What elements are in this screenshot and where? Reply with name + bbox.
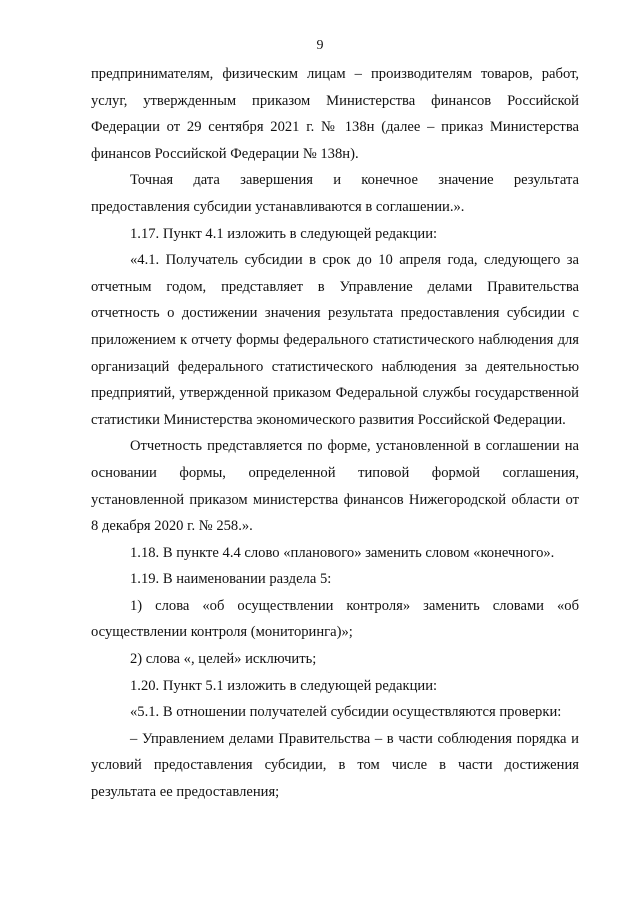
paragraph: 2) слова «, целей» исключить; <box>130 651 317 668</box>
paragraph: 1.18. В пункте 4.4 слово «планового» заменить словом «конечного». <box>130 544 555 561</box>
paragraph: 1.20. Пункт 5.1 изложить в следующей редакции: <box>130 677 438 694</box>
paragraph: 1.17. Пункт 4.1 изложить в следующей редакции: <box>130 225 438 242</box>
paragraph: 1) слова «об осуществлении контроля» заменить словами «об осуществлении контроля (мониторинга)»; <box>91 597 579 641</box>
paragraph: Отчетность представляется по форме, установленной в соглашении на основании формы, определенной типовой формой соглашения, установленной приказом министерства финансов Нижегородской области от 8 декабря 2020 г. № 258.». <box>91 438 579 535</box>
paragraph: 1.19. В наименовании раздела 5: <box>130 571 332 588</box>
paragraph: Точная дата завершения и конечное значение результата предоставления субсидии устанавливаются в соглашении.». <box>91 172 579 215</box>
page-number: 9 <box>316 38 324 53</box>
paragraph: предпринимателям, физическим лицам – производителям товаров, работ, услуг, утвержденным приказом Министерства финансов Российской Федерации от 29 сентября 2021 г. № 138н (далее – приказ Министерства финансов Российской Федерации № 138н). <box>91 66 579 162</box>
paragraph: – Управлением делами Правительства – в части соблюдения порядка и условий предоставления субсидии, в том числе в части достижения результата ее предоставления; <box>91 730 579 801</box>
paragraph: «5.1. В отношении получателей субсидии осуществляются проверки: <box>130 704 562 721</box>
paragraph: «4.1. Получатель субсидии в срок до 10 апреля года, следующего за отчетным годом, представляет в Управление делами Правительства отчетность о достижении значения результата предоставления субсидии с приложением к отчету формы федерального статистического наблюдения для организаций федерального статистического наблюдения за деятельностью предприятий, утвержденной приказом Федеральной службы государственной статистики Министерства экономического развития Российской Федерации. <box>91 252 579 428</box>
document-body <box>91 61 579 806</box>
